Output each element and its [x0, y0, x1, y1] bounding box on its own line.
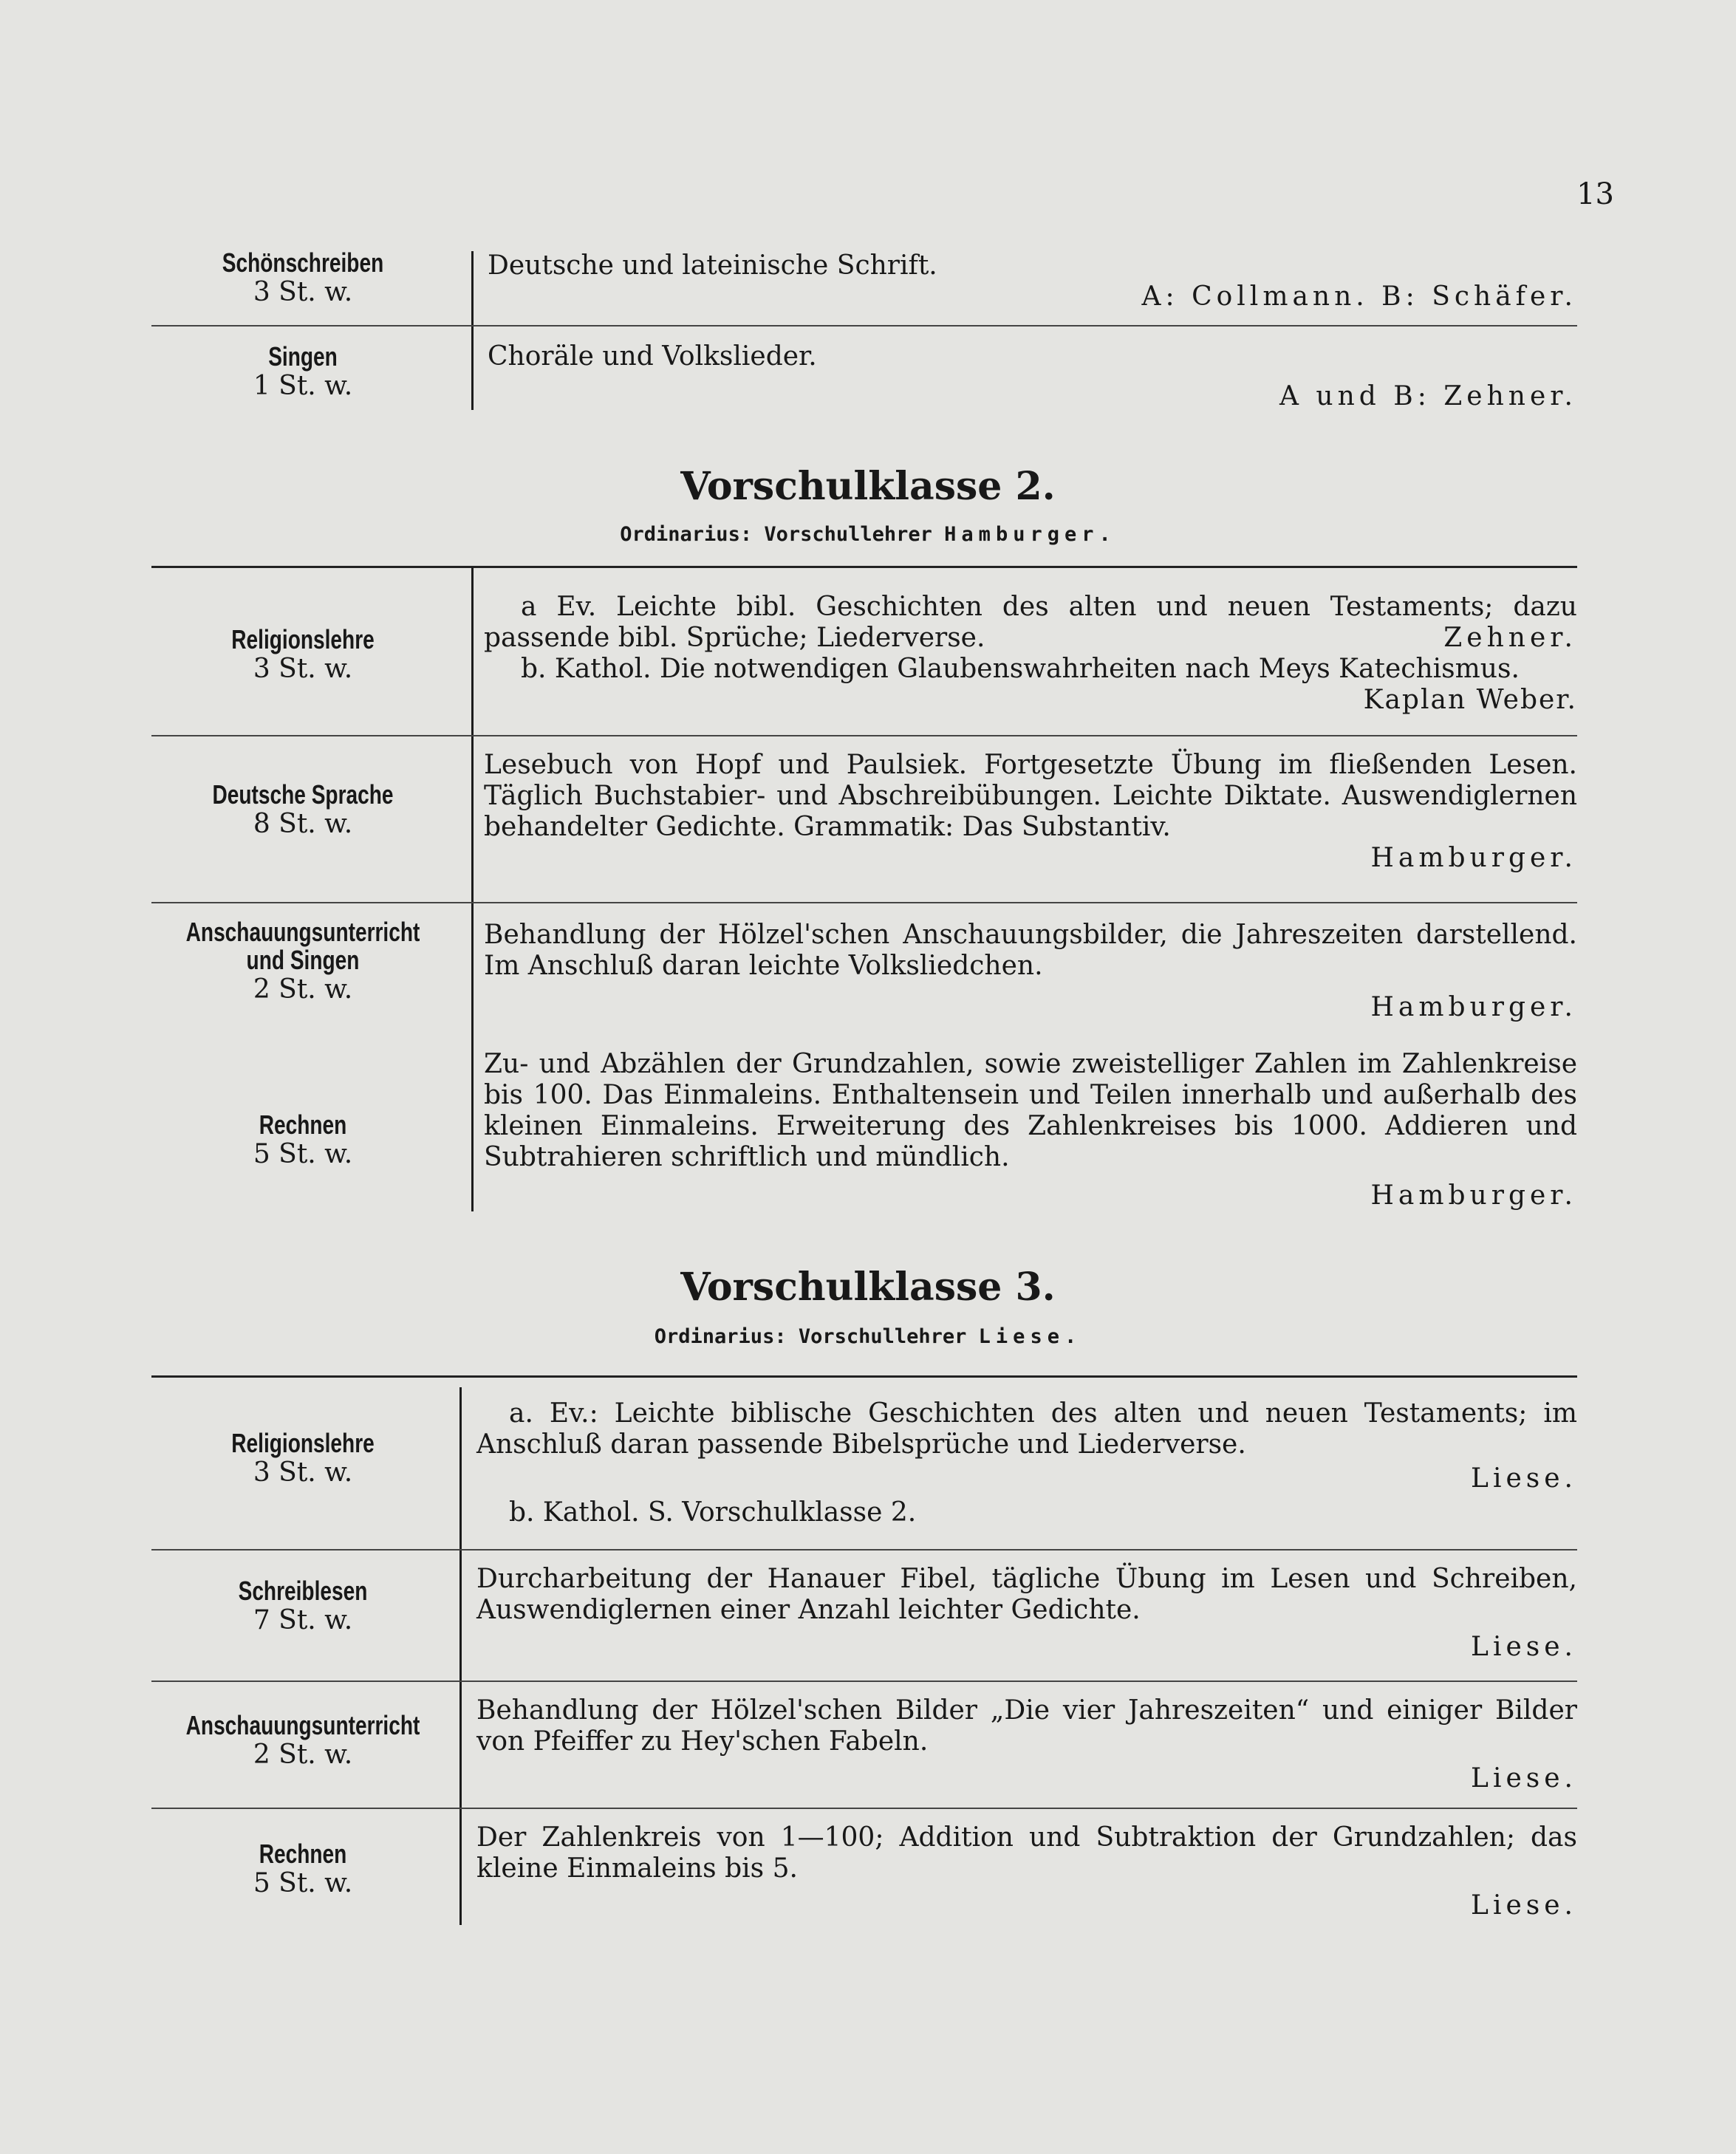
vk2-table	[151, 568, 1577, 1214]
ordinarius-vk3	[0, 1325, 1736, 1348]
subject-cell	[151, 343, 454, 402]
subject-name: Religionslehre	[231, 1428, 375, 1458]
page-number: 13	[1576, 177, 1614, 211]
subject-cell	[151, 1712, 454, 1771]
subject-name: Schönschreiben	[222, 247, 384, 278]
teacher-name: Hamburger.	[1370, 1180, 1577, 1211]
ordinarius-name: Liese.	[978, 1325, 1082, 1348]
vk3-table	[151, 1378, 1577, 1935]
content-text: Choräle und Volkslieder.	[488, 341, 817, 372]
subject-hours: 3 St. w.	[253, 277, 353, 307]
subject-cell	[151, 1111, 454, 1170]
content-text: b. Kathol. Die notwendigen Glaubenswahrheiten nach Meys Katechismus.	[521, 654, 1520, 684]
subject-name: Anschauungsunterricht	[185, 1710, 420, 1740]
content-text: Zu- und Abzählen der Grundzahlen, sowie zweistelliger Zahlen im Zahlenkreise bis 100. Das Einmaleins. Enthaltensein und Teilen innerhalb und außerhalb des kleinen Einmaleins. Erweiterung des Zahlenkreises bis 1000. Addieren und Subtrahieren schriftlich und mündlich.	[484, 1049, 1577, 1172]
content-cell	[476, 1822, 1577, 1921]
subject-row	[151, 325, 1577, 409]
teacher-name: Kaplan Weber.	[1363, 685, 1577, 715]
subject-cell	[151, 249, 454, 308]
section-title-vk2: Vorschulklasse 2.	[680, 464, 1056, 509]
content-cell	[484, 920, 1577, 1023]
subject-cell	[151, 1429, 454, 1488]
subject-hours: 5 St. w.	[253, 1868, 353, 1898]
content-cell	[484, 1049, 1577, 1211]
subject-cell	[151, 781, 454, 840]
subject-cell	[151, 1577, 454, 1636]
ordinarius-label: Ordinarius: Vorschullehrer	[654, 1325, 967, 1348]
teacher-name: Hamburger.	[1370, 843, 1577, 873]
top-section	[151, 247, 1577, 409]
ordinarius-vk2	[0, 523, 1736, 546]
subject-row	[151, 1549, 1577, 1681]
content-text: Durcharbeitung der Hanauer Fibel, tägliche Übung im Lesen und Schreiben, Auswendiglernen einer Anzahl leichter Gedichte.	[476, 1564, 1577, 1625]
teacher-name: A und B: Zehner.	[1279, 381, 1577, 411]
subject-row	[151, 1681, 1577, 1808]
subject-name: Rechnen	[259, 1839, 347, 1869]
teacher-name: Hamburger.	[1370, 992, 1577, 1022]
ordinarius-name: Hamburger.	[944, 523, 1116, 546]
content-text: a Ev. Leichte bibl. Geschichten des alten und neuen Testaments; dazu passende bibl. Sprüche; Liederverse.	[484, 592, 1577, 653]
subject-name: Rechnen	[259, 1110, 347, 1140]
content-text: Behandlung der Hölzel'schen Anschauungsbilder, die Jahreszeiten darstellend. Im Anschluß daran leichte Volksliedchen.	[484, 920, 1577, 981]
content-cell	[484, 750, 1577, 874]
subject-row	[151, 902, 1577, 1033]
content-cell	[488, 250, 1577, 312]
subject-row	[151, 568, 1577, 735]
content-text: Behandlung der Hölzel'schen Bilder „Die vier Jahreszeiten“ und einiger Bilder von Pfeiffer zu Hey'schen Fabeln.	[476, 1695, 1577, 1757]
content-text: Deutsche und lateinische Schrift.	[488, 250, 937, 281]
subject-name: Deutsche Sprache	[212, 779, 394, 810]
content-cell	[488, 341, 1577, 412]
teacher-name: Liese.	[1471, 1463, 1577, 1494]
subject-cell	[151, 626, 454, 685]
content-cell	[476, 1564, 1577, 1663]
content-text: Lesebuch von Hopf und Paulsiek. Fortgesetzte Übung im fließenden Lesen. Täglich Buchstabier- und Abschreibübungen. Leichte Diktate. Auswendiglernen behandelter Gedichte. Grammatik: Das Substantiv.	[484, 750, 1577, 842]
subject-name: Singen	[268, 341, 338, 372]
subject-hours: 3 St. w.	[253, 654, 353, 684]
content-cell	[476, 1695, 1577, 1794]
subject-hours: 3 St. w.	[253, 1457, 353, 1488]
content-text: b. Kathol. S. Vorschulklasse 2.	[509, 1497, 917, 1528]
subject-row	[151, 735, 1577, 902]
content-text: Der Zahlenkreis von 1—100; Addition und Subtraktion der Grundzahlen; das kleine Einmaleins bis 5.	[476, 1822, 1577, 1884]
subject-row	[151, 1808, 1577, 1935]
subject-row	[151, 1378, 1577, 1549]
subject-row	[151, 1033, 1577, 1214]
teacher-name: Liese.	[1471, 1632, 1577, 1662]
teacher-name: Liese.	[1471, 1890, 1577, 1921]
subject-row	[151, 247, 1577, 325]
subject-name: Religionslehre	[231, 624, 375, 654]
subject-name-2: und Singen	[246, 945, 360, 975]
teacher-name: Zehner.	[1443, 623, 1577, 653]
teacher-name: Liese.	[1471, 1763, 1577, 1794]
subject-cell	[151, 1840, 454, 1899]
ordinarius-label: Ordinarius: Vorschullehrer	[620, 523, 932, 546]
content-cell	[476, 1398, 1577, 1528]
subject-hours: 2 St. w.	[253, 1740, 353, 1770]
section-title-vk3: Vorschulklasse 3.	[680, 1265, 1056, 1310]
subject-hours: 8 St. w.	[253, 809, 353, 839]
subject-hours: 1 St. w.	[253, 371, 353, 401]
subject-cell	[151, 918, 454, 1005]
content-cell	[484, 592, 1577, 716]
subject-hours: 7 St. w.	[253, 1605, 353, 1635]
subject-hours: 5 St. w.	[253, 1139, 353, 1169]
content-text: a. Ev.: Leichte biblische Geschichten des alten und neuen Testaments; im Anschluß daran passende Bibelsprüche und Liederverse.	[476, 1398, 1577, 1460]
subject-name: Schreiblesen	[238, 1576, 368, 1606]
subject-hours: 2 St. w.	[253, 974, 353, 1005]
subject-name: Anschauungsunterricht	[185, 917, 420, 947]
teacher-name: A: Collmann. B: Schäfer.	[1141, 281, 1577, 312]
